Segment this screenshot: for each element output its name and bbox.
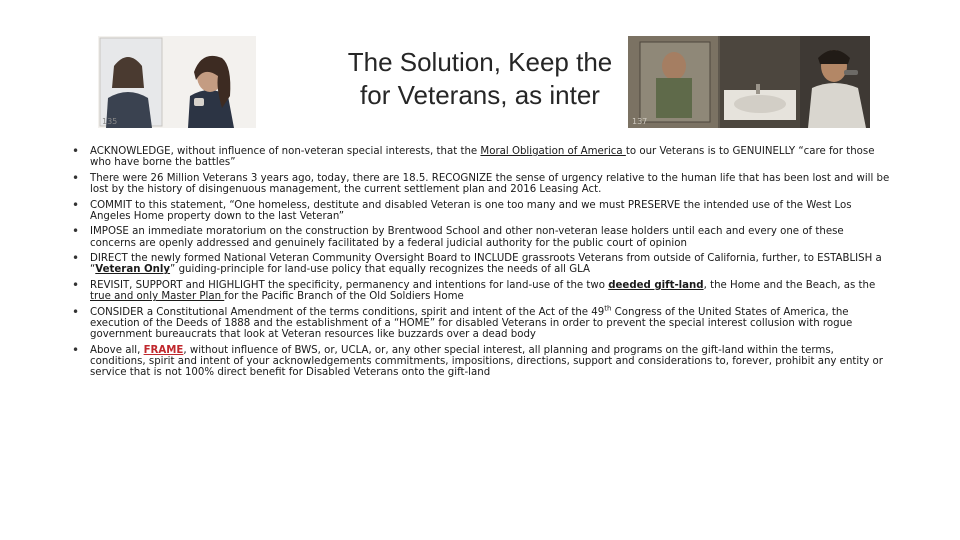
bullet-impose (72, 226, 890, 249)
photo-woman-mirror-image (98, 36, 256, 128)
bullet-acknowledge-text: ACKNOWLEDGE, without influence of non-veteran special interests, that the (90, 146, 481, 157)
slide-title (250, 46, 710, 112)
bullet-impose-text: IMPOSE an immediate moratorium on the construction by Brentwood School and other non-veteran lease holders until each and every one of these concerns are openly addressed and genuinely facilitated by a federal judicial authority for the public court of opinion (90, 226, 844, 249)
bullet-revisit-text: REVISIT, SUPPORT and HIGHLIGHT the specificity, permanency and intentions for land-use of the two (90, 279, 609, 291)
bullet-revisit-text-end: for the Pacific Branch of the Old Soldiers Home (224, 291, 464, 303)
bullet-direct-text-end: ” guiding-principle for land-use policy that equally recognizes the needs of all GLA (170, 264, 591, 276)
bullet-acknowledge-emphasis: Moral Obligation of America (480, 146, 626, 157)
photo-left-number: 135 (102, 117, 118, 126)
bullet-consider-text-end: Congress of the United States of America, the execution of the Deeds of 1888 and the establishment of a “HOME” for disabled Veterans in order to prevent the special interest collusion with rogue government bureaucrats that look at Veteran resources like buzzards over a dead body (90, 306, 853, 341)
bullet-commit-text: COMMIT to this statement, “One homeless, destitute and disabled Veteran is one too many and we must PRESERVE the intended use of the West Los Angeles Home property down to the last Veteran” (90, 199, 852, 222)
photo-right-number: 137 (632, 117, 648, 126)
bullet-revisit-emphasis-master-plan: true and only Master Plan (90, 291, 225, 303)
bullet-frame (72, 345, 890, 379)
photo-woman-mirror (98, 36, 256, 128)
bullet-consider-superscript: th (604, 304, 612, 313)
bullet-direct (72, 253, 890, 276)
slide-title-line-2: for Veterans, as inter (360, 80, 600, 110)
slide-title-line-1: The Solution, Keep the (347, 47, 613, 77)
bullet-direct-text: DIRECT the newly formed National Veteran Community Oversight Board to INCLUDE grassroots Veterans from outside of California, further, to ESTABLISH a “ (90, 253, 882, 276)
bullet-acknowledge-text-end: to our Veterans is to GENUINELLY “care for those who have borne the battles” (90, 146, 875, 169)
bullet-frame-text: Above all, (90, 344, 144, 356)
bullet-frame-text-end: , without influence of BWS, or, UCLA, or, any other special interest, all planning and programs on the gift-land within the terms, conditions, spirit and intent of your acknowledgements commitments, impositions, directions, support and considerations to, forever, prohibit any entity or service that is not 100% direct benefit for Disabled Veterans onto the gift-land (90, 344, 883, 379)
bullet-consider (72, 304, 890, 341)
bullet-recognize-text: There were 26 Million Veterans 3 years ago, today, there are 18.5. RECOGNIZE the sense of urgency relative to the human life that has been lost and will be lost by the history of disingenuous management, the current settlement plan and 2016 Leasing Act. (90, 172, 890, 196)
bullet-direct-emphasis: Veteran Only (95, 264, 171, 276)
bullet-commit (72, 200, 890, 223)
bullet-revisit-text-mid: , the Home and the Beach, as the (703, 279, 876, 291)
bullet-acknowledge (72, 146, 890, 169)
bullet-list (72, 146, 890, 383)
bullet-recognize (72, 173, 890, 196)
bullet-revisit (72, 280, 890, 303)
bullet-revisit-emphasis-gift-land: deeded gift-land (608, 279, 704, 291)
bullet-consider-text: CONSIDER a Constitutional Amendment of the terms conditions, spirit and intent of the Act of the 49 (90, 306, 605, 318)
bullet-frame-emphasis: FRAME (143, 344, 184, 356)
